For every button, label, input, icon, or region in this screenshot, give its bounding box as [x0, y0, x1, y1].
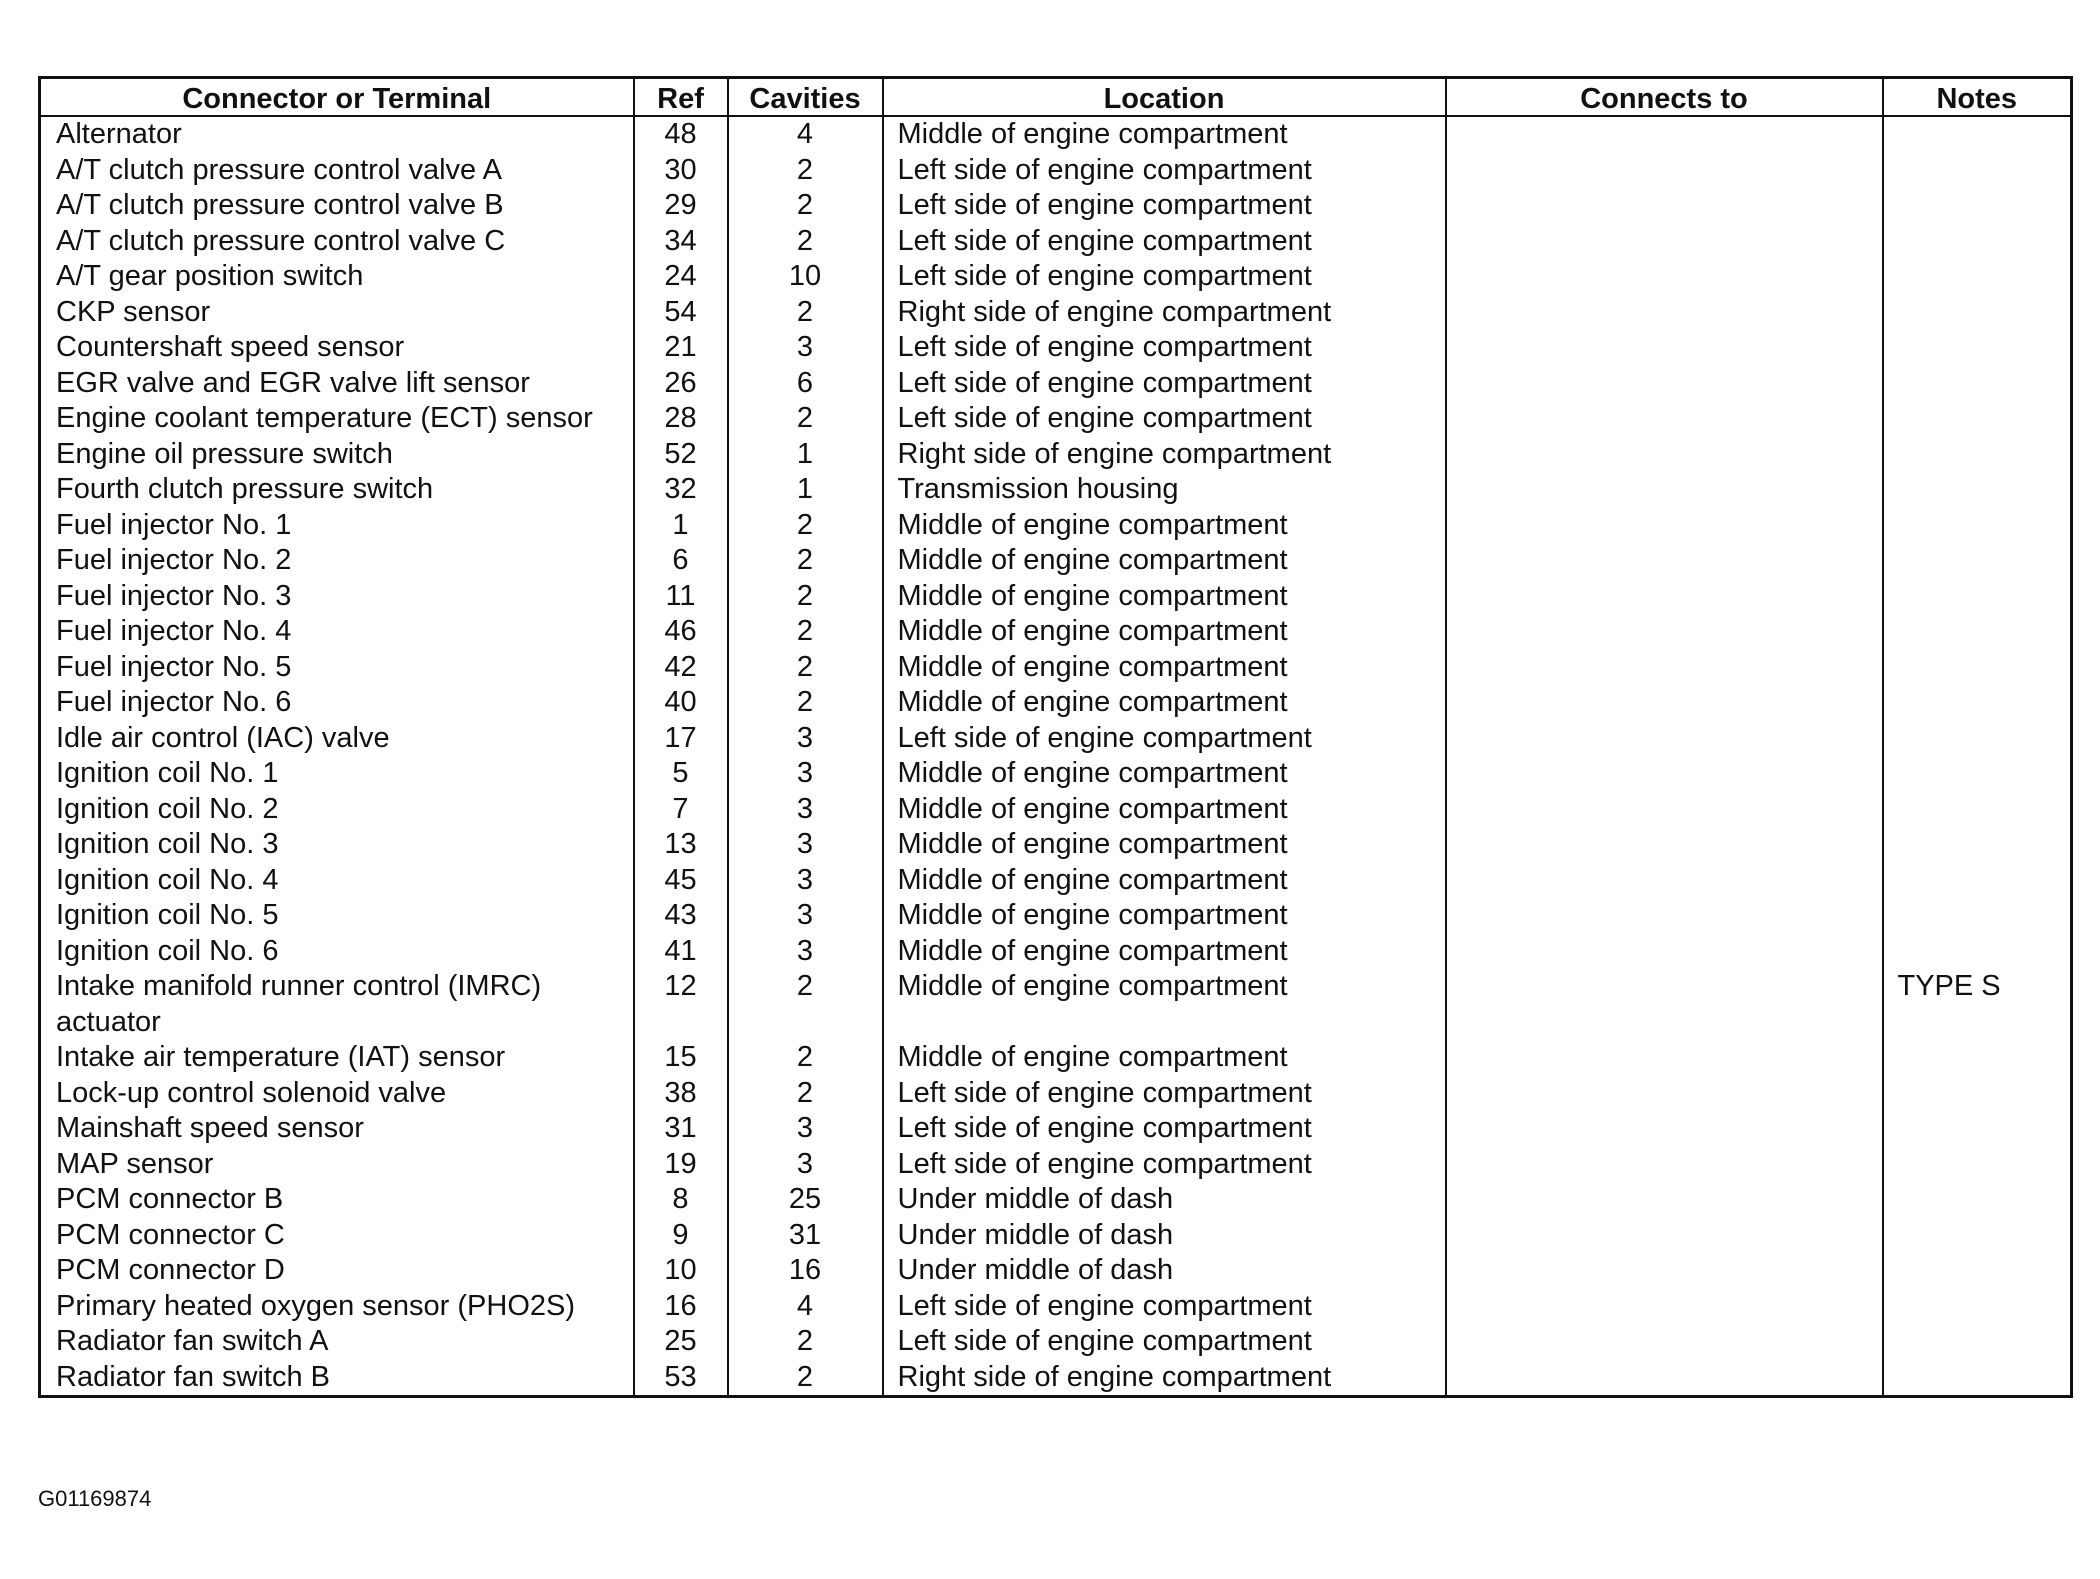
cell-location: Left side of engine compartment [883, 1076, 1446, 1112]
cell-cavities: 3 [728, 827, 883, 863]
cell-ref: 19 [634, 1147, 728, 1183]
cell-connects-to [1446, 1076, 1883, 1112]
cell-ref: 25 [634, 1324, 728, 1360]
cell-connects-to [1446, 543, 1883, 579]
cell-location: Middle of engine compartment [883, 969, 1446, 1040]
table-row [40, 1182, 2072, 1218]
cell-location: Transmission housing [883, 472, 1446, 508]
cell-notes [1883, 366, 2072, 402]
table-row [40, 508, 2072, 544]
cell-location: Middle of engine compartment [883, 827, 1446, 863]
header-connector: Connector or Terminal [40, 78, 634, 117]
cell-ref: 52 [634, 437, 728, 473]
cell-connects-to [1446, 685, 1883, 721]
cell-ref: 9 [634, 1218, 728, 1254]
header-notes: Notes [1883, 78, 2072, 117]
cell-location: Left side of engine compartment [883, 330, 1446, 366]
cell-connector: Ignition coil No. 1 [40, 756, 634, 792]
cell-connects-to [1446, 969, 1883, 1040]
cell-notes [1883, 934, 2072, 970]
cell-connects-to [1446, 792, 1883, 828]
cell-cavities: 4 [728, 1289, 883, 1325]
cell-connects-to [1446, 1218, 1883, 1254]
cell-location: Middle of engine compartment [883, 934, 1446, 970]
cell-connector: Ignition coil No. 4 [40, 863, 634, 899]
cell-connector: Ignition coil No. 5 [40, 898, 634, 934]
cell-connects-to [1446, 1253, 1883, 1289]
table-row [40, 685, 2072, 721]
cell-connector: Engine oil pressure switch [40, 437, 634, 473]
cell-notes [1883, 330, 2072, 366]
cell-notes [1883, 188, 2072, 224]
cell-location: Under middle of dash [883, 1218, 1446, 1254]
cell-connects-to [1446, 295, 1883, 331]
table-row [40, 934, 2072, 970]
cell-ref: 43 [634, 898, 728, 934]
table-row [40, 827, 2072, 863]
cell-ref: 28 [634, 401, 728, 437]
cell-connects-to [1446, 508, 1883, 544]
cell-cavities: 2 [728, 1076, 883, 1112]
cell-location: Middle of engine compartment [883, 756, 1446, 792]
table-row [40, 898, 2072, 934]
cell-cavities: 2 [728, 1360, 883, 1397]
cell-connector: Engine coolant temperature (ECT) sensor [40, 401, 634, 437]
table-row [40, 366, 2072, 402]
cell-connects-to [1446, 934, 1883, 970]
cell-ref: 24 [634, 259, 728, 295]
table-row [40, 224, 2072, 260]
header-location: Location [883, 78, 1446, 117]
table-row [40, 188, 2072, 224]
cell-connects-to [1446, 614, 1883, 650]
cell-ref: 7 [634, 792, 728, 828]
cell-location: Middle of engine compartment [883, 614, 1446, 650]
header-connects-to: Connects to [1446, 78, 1883, 117]
table-row [40, 330, 2072, 366]
cell-connector: Fuel injector No. 2 [40, 543, 634, 579]
cell-ref: 13 [634, 827, 728, 863]
cell-notes [1883, 1289, 2072, 1325]
cell-cavities: 16 [728, 1253, 883, 1289]
cell-location: Left side of engine compartment [883, 366, 1446, 402]
cell-connector: Fuel injector No. 5 [40, 650, 634, 686]
cell-ref: 12 [634, 969, 728, 1040]
table-row [40, 792, 2072, 828]
table-row [40, 437, 2072, 473]
cell-ref: 40 [634, 685, 728, 721]
cell-connector: A/T clutch pressure control valve C [40, 224, 634, 260]
cell-location: Left side of engine compartment [883, 1324, 1446, 1360]
cell-location: Middle of engine compartment [883, 898, 1446, 934]
cell-location: Middle of engine compartment [883, 792, 1446, 828]
cell-connects-to [1446, 1111, 1883, 1147]
cell-location: Middle of engine compartment [883, 116, 1446, 153]
cell-ref: 34 [634, 224, 728, 260]
cell-ref: 6 [634, 543, 728, 579]
cell-notes [1883, 614, 2072, 650]
cell-ref: 16 [634, 1289, 728, 1325]
cell-ref: 17 [634, 721, 728, 757]
cell-connects-to [1446, 1182, 1883, 1218]
cell-connector: CKP sensor [40, 295, 634, 331]
cell-notes [1883, 153, 2072, 189]
cell-cavities: 2 [728, 188, 883, 224]
cell-ref: 30 [634, 153, 728, 189]
cell-connects-to [1446, 116, 1883, 153]
cell-connects-to [1446, 188, 1883, 224]
cell-notes [1883, 863, 2072, 899]
cell-location: Left side of engine compartment [883, 1147, 1446, 1183]
table-row [40, 614, 2072, 650]
cell-notes [1883, 756, 2072, 792]
cell-connector: A/T clutch pressure control valve A [40, 153, 634, 189]
cell-notes [1883, 1147, 2072, 1183]
cell-connector: Fourth clutch pressure switch [40, 472, 634, 508]
figure-id: G01169874 [38, 1486, 152, 1511]
cell-location: Middle of engine compartment [883, 650, 1446, 686]
cell-connector: Primary heated oxygen sensor (PHO2S) [40, 1289, 634, 1325]
cell-notes [1883, 579, 2072, 615]
cell-ref: 1 [634, 508, 728, 544]
cell-location: Right side of engine compartment [883, 1360, 1446, 1397]
cell-location: Middle of engine compartment [883, 579, 1446, 615]
cell-cavities: 25 [728, 1182, 883, 1218]
table-row [40, 756, 2072, 792]
cell-notes [1883, 1360, 2072, 1397]
cell-notes [1883, 898, 2072, 934]
cell-connects-to [1446, 259, 1883, 295]
cell-connector: Lock-up control solenoid valve [40, 1076, 634, 1112]
cell-cavities: 4 [728, 116, 883, 153]
cell-connector: Countershaft speed sensor [40, 330, 634, 366]
cell-ref: 26 [634, 366, 728, 402]
cell-cavities: 31 [728, 1218, 883, 1254]
cell-cavities: 2 [728, 508, 883, 544]
cell-connector: A/T gear position switch [40, 259, 634, 295]
table-row [40, 969, 2072, 1040]
cell-ref: 32 [634, 472, 728, 508]
cell-cavities: 3 [728, 934, 883, 970]
cell-cavities: 1 [728, 472, 883, 508]
cell-connector: Ignition coil No. 2 [40, 792, 634, 828]
cell-notes [1883, 1253, 2072, 1289]
cell-connects-to [1446, 898, 1883, 934]
cell-notes [1883, 1324, 2072, 1360]
cell-location: Middle of engine compartment [883, 543, 1446, 579]
cell-notes [1883, 1040, 2072, 1076]
cell-ref: 11 [634, 579, 728, 615]
cell-connector: PCM connector D [40, 1253, 634, 1289]
table-row [40, 1076, 2072, 1112]
cell-connects-to [1446, 224, 1883, 260]
cell-connector: Ignition coil No. 6 [40, 934, 634, 970]
cell-connects-to [1446, 1040, 1883, 1076]
cell-connector: Mainshaft speed sensor [40, 1111, 634, 1147]
cell-notes: TYPE S [1883, 969, 2072, 1040]
cell-connector: Ignition coil No. 3 [40, 827, 634, 863]
cell-cavities: 2 [728, 401, 883, 437]
cell-location: Left side of engine compartment [883, 259, 1446, 295]
table-row [40, 153, 2072, 189]
cell-location: Middle of engine compartment [883, 863, 1446, 899]
cell-connects-to [1446, 1360, 1883, 1397]
cell-location: Left side of engine compartment [883, 153, 1446, 189]
cell-notes [1883, 650, 2072, 686]
cell-cavities: 2 [728, 224, 883, 260]
cell-location: Under middle of dash [883, 1253, 1446, 1289]
cell-cavities: 3 [728, 863, 883, 899]
table-row [40, 1289, 2072, 1325]
cell-cavities: 3 [728, 756, 883, 792]
table-body [40, 116, 2072, 1397]
cell-connects-to [1446, 1289, 1883, 1325]
cell-connects-to [1446, 330, 1883, 366]
cell-ref: 29 [634, 188, 728, 224]
table-row [40, 259, 2072, 295]
cell-ref: 31 [634, 1111, 728, 1147]
connector-table-sheet [38, 76, 2070, 1398]
cell-notes [1883, 827, 2072, 863]
cell-cavities: 3 [728, 1147, 883, 1183]
cell-cavities: 10 [728, 259, 883, 295]
cell-notes [1883, 259, 2072, 295]
cell-notes [1883, 792, 2072, 828]
cell-location: Left side of engine compartment [883, 224, 1446, 260]
table-row [40, 401, 2072, 437]
cell-cavities: 2 [728, 650, 883, 686]
cell-connector: PCM connector C [40, 1218, 634, 1254]
table-row [40, 863, 2072, 899]
cell-connects-to [1446, 650, 1883, 686]
cell-cavities: 3 [728, 792, 883, 828]
cell-ref: 46 [634, 614, 728, 650]
cell-notes [1883, 508, 2072, 544]
cell-ref: 48 [634, 116, 728, 153]
cell-connector: PCM connector B [40, 1182, 634, 1218]
header-ref: Ref [634, 78, 728, 117]
cell-connector: MAP sensor [40, 1147, 634, 1183]
cell-ref: 41 [634, 934, 728, 970]
cell-ref: 45 [634, 863, 728, 899]
cell-connects-to [1446, 1147, 1883, 1183]
table-row [40, 1111, 2072, 1147]
cell-notes [1883, 1218, 2072, 1254]
cell-notes [1883, 1076, 2072, 1112]
table-row [40, 579, 2072, 615]
cell-notes [1883, 1111, 2072, 1147]
cell-cavities: 2 [728, 295, 883, 331]
cell-connects-to [1446, 756, 1883, 792]
cell-notes [1883, 116, 2072, 153]
cell-cavities: 3 [728, 898, 883, 934]
cell-notes [1883, 721, 2072, 757]
cell-ref: 53 [634, 1360, 728, 1397]
cell-cavities: 1 [728, 437, 883, 473]
cell-ref: 38 [634, 1076, 728, 1112]
cell-connector: Fuel injector No. 4 [40, 614, 634, 650]
cell-notes [1883, 295, 2072, 331]
cell-notes [1883, 1182, 2072, 1218]
header-cavities: Cavities [728, 78, 883, 117]
cell-connects-to [1446, 579, 1883, 615]
table-row [40, 721, 2072, 757]
table-row [40, 1147, 2072, 1183]
cell-connects-to [1446, 827, 1883, 863]
cell-cavities: 3 [728, 330, 883, 366]
cell-cavities: 2 [728, 579, 883, 615]
cell-connector: Radiator fan switch A [40, 1324, 634, 1360]
table-row [40, 1253, 2072, 1289]
cell-cavities: 2 [728, 1040, 883, 1076]
cell-cavities: 2 [728, 543, 883, 579]
cell-connector: Intake air temperature (IAT) sensor [40, 1040, 634, 1076]
cell-notes [1883, 472, 2072, 508]
cell-connects-to [1446, 153, 1883, 189]
cell-notes [1883, 224, 2072, 260]
cell-location: Left side of engine compartment [883, 188, 1446, 224]
cell-location: Left side of engine compartment [883, 1111, 1446, 1147]
cell-cavities: 2 [728, 685, 883, 721]
cell-notes [1883, 543, 2072, 579]
cell-location: Left side of engine compartment [883, 1289, 1446, 1325]
cell-connector: Radiator fan switch B [40, 1360, 634, 1397]
cell-cavities: 6 [728, 366, 883, 402]
table-row [40, 1218, 2072, 1254]
cell-location: Middle of engine compartment [883, 685, 1446, 721]
cell-connects-to [1446, 1324, 1883, 1360]
cell-cavities: 3 [728, 721, 883, 757]
cell-connects-to [1446, 721, 1883, 757]
cell-cavities: 2 [728, 153, 883, 189]
cell-cavities: 2 [728, 1324, 883, 1360]
cell-connector: Alternator [40, 116, 634, 153]
cell-connector: Idle air control (IAC) valve [40, 721, 634, 757]
cell-notes [1883, 437, 2072, 473]
cell-connects-to [1446, 401, 1883, 437]
cell-location: Left side of engine compartment [883, 721, 1446, 757]
cell-connector: Fuel injector No. 3 [40, 579, 634, 615]
cell-location: Left side of engine compartment [883, 401, 1446, 437]
table-row [40, 116, 2072, 153]
connector-table [38, 76, 2073, 1398]
header-row [40, 78, 2072, 117]
cell-location: Under middle of dash [883, 1182, 1446, 1218]
cell-connector: A/T clutch pressure control valve B [40, 188, 634, 224]
cell-connector: Intake manifold runner control (IMRC) actuator [40, 969, 634, 1040]
cell-cavities: 2 [728, 969, 883, 1040]
table-row [40, 1040, 2072, 1076]
cell-connector: Fuel injector No. 6 [40, 685, 634, 721]
cell-ref: 15 [634, 1040, 728, 1076]
table-row [40, 650, 2072, 686]
cell-cavities: 3 [728, 1111, 883, 1147]
cell-ref: 10 [634, 1253, 728, 1289]
cell-notes [1883, 401, 2072, 437]
cell-location: Middle of engine compartment [883, 508, 1446, 544]
cell-location: Middle of engine compartment [883, 1040, 1446, 1076]
cell-location: Right side of engine compartment [883, 295, 1446, 331]
cell-connector: Fuel injector No. 1 [40, 508, 634, 544]
cell-ref: 54 [634, 295, 728, 331]
cell-connects-to [1446, 472, 1883, 508]
cell-ref: 5 [634, 756, 728, 792]
table-row [40, 472, 2072, 508]
cell-cavities: 2 [728, 614, 883, 650]
cell-ref: 21 [634, 330, 728, 366]
table-row [40, 1324, 2072, 1360]
table-row [40, 1360, 2072, 1397]
cell-ref: 42 [634, 650, 728, 686]
cell-ref: 8 [634, 1182, 728, 1218]
table-row [40, 543, 2072, 579]
cell-notes [1883, 685, 2072, 721]
cell-connects-to [1446, 863, 1883, 899]
cell-connector: EGR valve and EGR valve lift sensor [40, 366, 634, 402]
cell-connects-to [1446, 437, 1883, 473]
cell-location: Right side of engine compartment [883, 437, 1446, 473]
cell-connects-to [1446, 366, 1883, 402]
table-row [40, 295, 2072, 331]
